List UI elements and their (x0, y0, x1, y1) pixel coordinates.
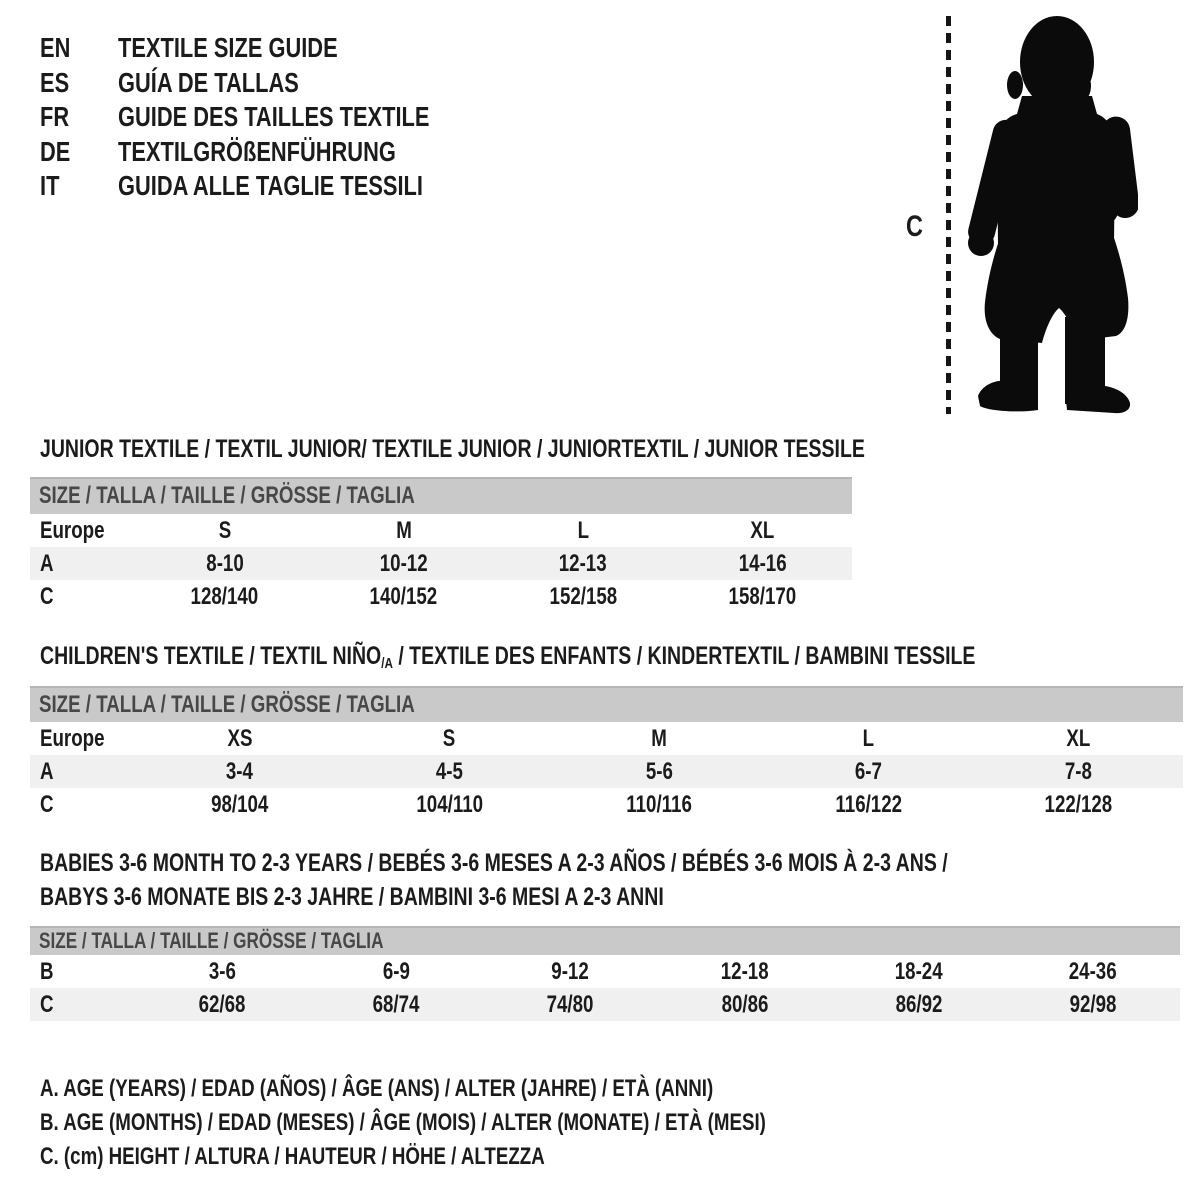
table-cell (135, 991, 309, 1019)
table-cell-text: 62/68 (198, 990, 246, 1018)
size-header-text: SIZE / TALLA / TAILLE / GRÖSSE / TAGLIA (39, 928, 384, 953)
section-title-text: CHILDREN'S TEXTILE / TEXTIL NIÑO/A / TEXTILE DES ENFANTS / KINDERTEXTIL / BAMBINI TESSILE (40, 642, 976, 672)
language-title (118, 101, 517, 132)
language-code-text: ES (40, 66, 70, 98)
table-cell-text: XS (227, 724, 253, 752)
table-cell-text: 3-6 (208, 957, 236, 985)
section-babies-textile (30, 846, 1180, 1018)
table-cell (673, 517, 852, 545)
table-cell (494, 583, 673, 611)
size-header-text: SIZE / TALLA / TAILLE / GRÖSSE / TAGLIA (39, 691, 415, 718)
table-cell-text: XL (1066, 724, 1091, 752)
language-title (118, 136, 474, 167)
legend-note (40, 1106, 971, 1140)
language-title (118, 170, 509, 201)
table-row (30, 988, 1180, 1021)
table-cell (832, 991, 1006, 1019)
table-cell-text: 24-36 (1069, 957, 1117, 985)
language-code-text: FR (40, 101, 70, 132)
table-cell (673, 583, 852, 611)
row-label-text: B (40, 957, 54, 985)
table-cell (314, 550, 493, 578)
language-code-text: IT (40, 170, 60, 201)
table-cell-text: 7-8 (1064, 757, 1092, 785)
size-table (30, 926, 1180, 1021)
table-cell (345, 725, 555, 753)
table-cell (314, 517, 493, 545)
language-row (40, 31, 517, 66)
language-title-text: TEXTILGRÖßENFÜHRUNG (118, 135, 396, 167)
size-header-bar (30, 686, 1183, 722)
language-title-text: GUÍA DE TALLAS (118, 66, 299, 98)
language-title (118, 32, 400, 63)
table-cell-text: 68/74 (372, 990, 420, 1018)
table-cell (314, 583, 493, 611)
table-cell-text: 74/80 (546, 990, 594, 1018)
table-row (30, 514, 852, 547)
table-cell-text: 14-16 (738, 549, 787, 577)
table-cell (494, 517, 673, 545)
language-code-text: EN (40, 32, 71, 63)
row-label (30, 583, 135, 611)
size-table (30, 686, 1183, 821)
table-cell (764, 758, 974, 786)
legend-note-text: C. (cm) HEIGHT / ALTURA / HAUTEUR / HÖHE / ALTEZZA (40, 1143, 545, 1170)
row-label (30, 517, 135, 545)
language-title-text: TEXTILE SIZE GUIDE (118, 32, 338, 63)
table-cell-text: 18-24 (894, 957, 943, 985)
table-cell-text: 122/128 (1044, 790, 1113, 818)
table-cell (494, 550, 673, 578)
language-row (40, 100, 517, 135)
size-table (30, 477, 852, 613)
table-cell (973, 725, 1183, 753)
table-cell (135, 517, 314, 545)
table-cell (554, 791, 764, 819)
table-cell (973, 791, 1183, 819)
language-code (40, 66, 118, 101)
table-cell-text: 128/140 (190, 582, 259, 610)
row-label-text: C (40, 990, 54, 1018)
table-cell-text: 6-9 (382, 957, 410, 985)
size-header-bar (30, 926, 1180, 955)
section-title-subscript: /A (381, 655, 393, 672)
legend-note (40, 1072, 971, 1106)
table-cell (135, 583, 314, 611)
table-cell (345, 758, 555, 786)
table-cell (309, 991, 483, 1019)
section-title-line (40, 639, 1183, 681)
height-measure-label (906, 210, 928, 244)
table-cell (483, 991, 657, 1019)
section-junior-textile (30, 432, 865, 610)
size-header-text: SIZE / TALLA / TAILLE / GRÖSSE / TAGLIA (39, 482, 415, 509)
row-label (30, 550, 135, 578)
table-cell (1006, 991, 1180, 1019)
language-title-text: GUIDE DES TAILLES TEXTILE (118, 101, 430, 132)
legend-note-text: A. AGE (YEARS) / EDAD (AÑOS) / ÂGE (ANS) / ALTER (JAHRE) / ETÀ (ANNI) (40, 1075, 714, 1102)
table-cell-text: 86/92 (895, 990, 943, 1018)
language-code (40, 100, 118, 135)
table-cell (673, 550, 852, 578)
table-cell-text: S (218, 516, 231, 544)
language-code-text: DE (40, 135, 71, 167)
legend-note (40, 1140, 971, 1174)
table-cell (764, 791, 974, 819)
table-cell-text: 3-4 (226, 757, 254, 785)
row-label (30, 991, 135, 1019)
row-label (30, 791, 135, 819)
table-cell-text: 110/116 (626, 790, 692, 818)
table-cell (483, 958, 657, 986)
table-cell (973, 758, 1183, 786)
table-cell-text: 8-10 (205, 549, 244, 577)
table-cell (345, 791, 555, 819)
table-cell-text: 9-12 (551, 957, 590, 985)
table-cell (135, 725, 345, 753)
table-cell-text: L (577, 516, 589, 544)
table-cell-text: 12-13 (559, 549, 608, 577)
height-label-text: C (906, 210, 923, 243)
height-measure-dashed-line (946, 16, 951, 414)
table-cell (764, 725, 974, 753)
row-label-text: C (40, 582, 54, 610)
row-label-text: Europe (40, 724, 105, 752)
table-cell-text: 6-7 (855, 757, 883, 785)
table-cell (554, 758, 764, 786)
table-cell-text: 98/104 (211, 790, 269, 818)
section-title-line (40, 880, 1180, 914)
row-label-text: C (40, 790, 54, 818)
toddler-silhouette-icon (962, 14, 1138, 414)
table-row (30, 580, 852, 613)
row-label-text: Europe (40, 516, 105, 544)
legend-notes (40, 1072, 971, 1174)
row-label-text: A (40, 757, 54, 785)
section-title-text: BABIES 3-6 MONTH TO 2-3 YEARS / BEBÉS 3-6 MESES A 2-3 AÑOS / BÉBÉS 3-6 MOIS À 2-3 ANS / (40, 849, 948, 877)
section-title (40, 432, 865, 466)
table-cell-text: 104/110 (416, 790, 483, 818)
table-cell-text: M (651, 724, 667, 752)
language-title-text: GUIDA ALLE TAGLIE TESSILI (118, 170, 423, 201)
table-cell-text: L (862, 724, 875, 752)
section-title-line (40, 432, 865, 466)
table-cell-text: 4-5 (435, 757, 463, 785)
table-cell-text: 80/86 (721, 990, 769, 1018)
language-row (40, 135, 517, 170)
table-cell (309, 958, 483, 986)
size-header-bar (30, 477, 852, 514)
table-cell (135, 791, 345, 819)
section-title (40, 639, 1183, 681)
section-title-line (40, 846, 1180, 880)
table-cell-text: S (443, 724, 456, 752)
row-label-text: A (40, 549, 54, 577)
table-cell-text: 140/152 (370, 582, 438, 610)
table-row (30, 955, 1180, 988)
table-row (30, 788, 1183, 821)
language-list (40, 31, 517, 204)
table-cell (832, 958, 1006, 986)
section-title-text: JUNIOR TEXTILE / TEXTIL JUNIOR/ TEXTILE JUNIOR / JUNIORTEXTIL / JUNIOR TESSILE (40, 435, 865, 463)
table-cell-text: 116/122 (835, 790, 902, 818)
row-label (30, 725, 135, 753)
table-cell (554, 725, 764, 753)
table-cell (135, 758, 345, 786)
table-cell-text: 5-6 (645, 757, 673, 785)
table-row (30, 755, 1183, 788)
table-cell-text: 12-18 (720, 957, 769, 985)
table-cell (658, 958, 832, 986)
row-label (30, 958, 135, 986)
table-cell-text: 92/98 (1069, 990, 1117, 1018)
row-label (30, 758, 135, 786)
table-row (30, 547, 852, 580)
language-title (118, 67, 350, 98)
table-cell (135, 958, 309, 986)
legend-note-text: B. AGE (MONTHS) / EDAD (MESES) / ÂGE (MOIS) / ALTER (MONATE) / ETÀ (MESI) (40, 1109, 766, 1136)
table-cell-text: 10-12 (379, 549, 428, 577)
table-cell-text: XL (750, 516, 775, 544)
section-childrens-textile (30, 639, 1183, 818)
language-code (40, 135, 118, 170)
table-row (30, 722, 1183, 755)
language-row (40, 66, 517, 101)
section-title-text: BABYS 3-6 MONATE BIS 2-3 JAHRE / BAMBINI 3-6 MESI A 2-3 ANNI (40, 883, 664, 911)
table-cell-text: 158/170 (728, 582, 797, 610)
language-code (40, 31, 118, 66)
language-code (40, 169, 118, 204)
table-cell-text: 152/158 (549, 582, 617, 610)
table-cell (135, 550, 314, 578)
table-cell (658, 991, 832, 1019)
table-cell-text: M (396, 516, 412, 544)
section-title (40, 846, 1180, 914)
table-cell (1006, 958, 1180, 986)
language-row (40, 169, 517, 204)
